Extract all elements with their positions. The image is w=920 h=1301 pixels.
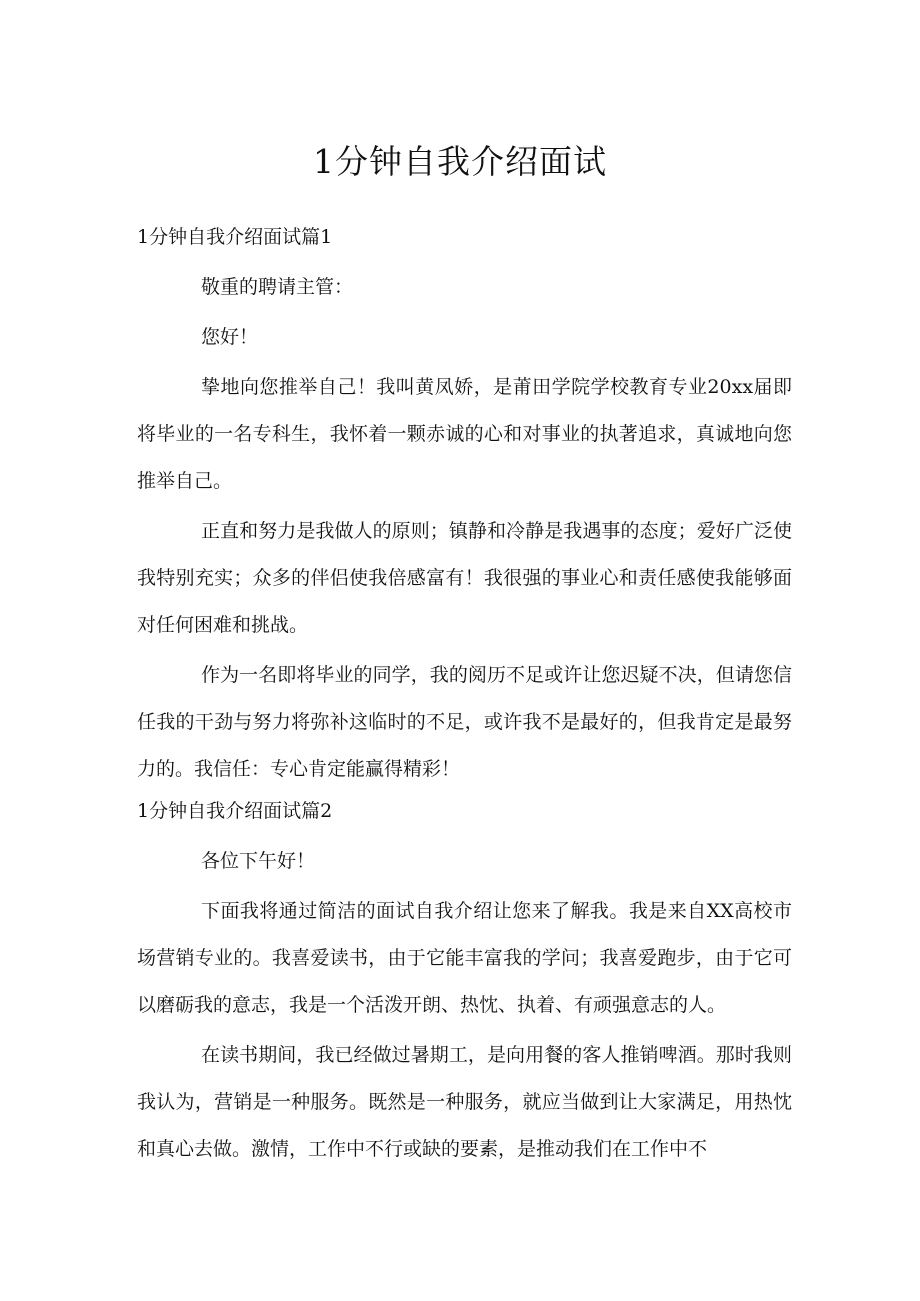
document-title: 1分钟自我介绍面试 [313,142,607,181]
section-1 [137,219,792,793]
section-heading: 1分钟自我介绍面试篇2 [137,800,333,822]
greeting: 各位下午好！ [201,850,316,872]
document-body [137,219,792,1176]
section-2 [137,793,792,1173]
body-paragraph: 正直和努力是我做人的原则；镇静和冷静是我遇事的态度；爱好广泛使我特别充实；众多的伴侣使我倍感富有！我很强的事业心和责任感使我能够面对任何困难和挑战。 [137,520,792,636]
body-paragraph: 在读书期间，我已经做过暑期工，是向用餐的客人推销啤酒。那时我则我认为，营销是一种服务。既然是一种服务，就应当做到让大家满足，用热忱和真心去做。激情，工作中不行或缺的要素，是推动我们在工作中不 [137,1044,792,1160]
body-paragraph: 挚地向您推举自己！我叫黄凤娇，是莆田学院学校教育专业20xx届即将毕业的一名专科生，我怀着一颗赤诚的心和对事业的执著追求，真诚地向您推举自己。 [137,376,792,492]
salutation: 敬重的聘请主管： [201,276,354,298]
greeting: 您好！ [201,326,259,348]
section-heading: 1分钟自我介绍面试篇1 [137,226,333,248]
body-paragraph: 下面我将通过简洁的面试自我介绍让您来了解我。我是来自XX高校市场营销专业的。我喜爱读书，由于它能丰富我的学问；我喜爱跑步，由于它可以磨砺我的意志，我是一个活泼开朗、热忱、执着、有顽强意志的人。 [137,900,792,1016]
body-paragraph: 作为一名即将毕业的同学，我的阅历不足或许让您迟疑不决，但请您信任我的干劲与努力将弥补这临时的不足，或许我不是最好的，但我肯定是最努力的。我信任：专心肯定能赢得精彩！ [137,664,792,780]
